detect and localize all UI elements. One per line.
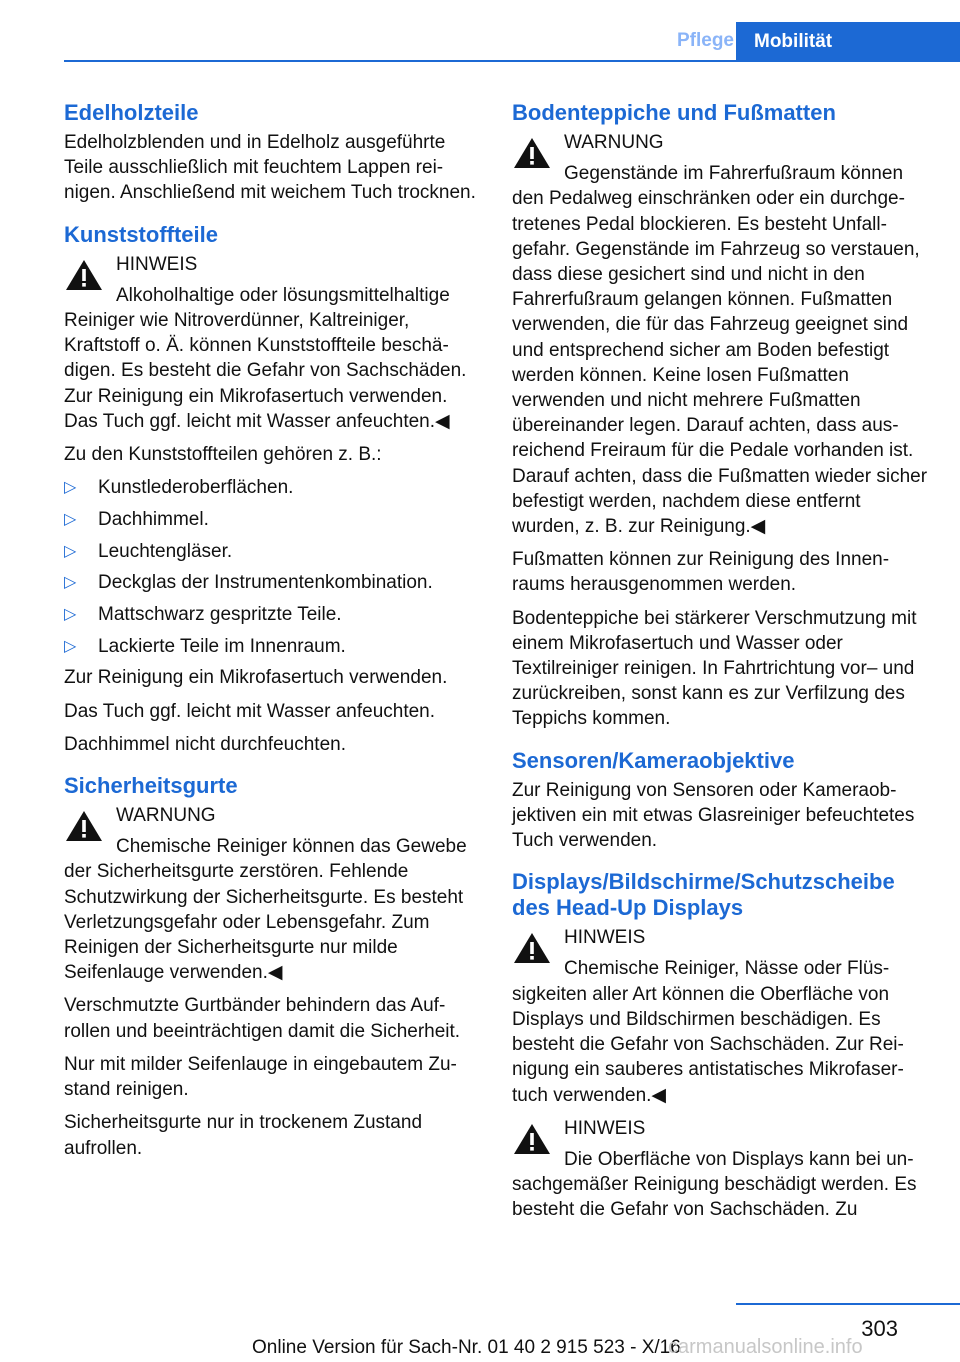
tab-mobilitaet[interactable]: Mobilität [736, 22, 960, 62]
paragraph: Verschmutzte Gurtbänder behindern das Aufrollen und beeinträchtigen damit die Sicherheit. [64, 995, 461, 1042]
tab-pflege[interactable]: Pflege [676, 30, 734, 51]
paragraph: Fußmatten können zur Reinigung des Innenraums herausgenommen werden. [512, 549, 890, 596]
notice-text: Alkoholhaltige oder lösungsmittelhaltige Reiniger wie Nitroverdünner, Kaltreiniger, Kraftstoff o. Ä. können Kunststoffteile beschädigen. Es besteht die Gefahr von Sachschäden. Zur Reinigung ein Mikrofasertuch verwenden. Das Tuch ggf. leicht mit Wasser anfeuchten.◀ [64, 284, 467, 432]
kunststoff-list [64, 475, 480, 659]
triangle-bullet-icon: ▷ [64, 637, 77, 655]
warning-triangle-icon [64, 258, 104, 292]
watermark: carmanualsonline.info [668, 1336, 863, 1358]
paragraph: Nur mit milder Seifenlauge in eingebautem Zustand reinigen. [64, 1053, 457, 1101]
notice-text: Die Oberfläche von Displays kann bei unsachgemäßer Reinigung beschädigt werden. Es besteht die Gefahr von Sachschäden. Zu [512, 1148, 917, 1221]
left-column [64, 100, 480, 1169]
section-title-displays: Displays/Bildschirme/Schutzscheibe des Head-Up Displays [512, 869, 895, 921]
paragraph: Zur Reinigung von Sensoren oder Kameraobjektiven ein mit etwas Glasreiniger befeuchtetes Tuch verwenden. [512, 779, 915, 852]
section-title-kunststoffteile: Kunststoffteile [64, 221, 218, 247]
notice-label: WARNUNG [564, 132, 664, 153]
notice-text: Chemische Reiniger können das Gewebe der Sicherheitsgurte zerstören. Fehlende Schutzwirkung der Sicherheitsgurte. Es besteht Verletzungsgefahr oder Lebensgefahr. Zum Reinigen der Sicherheitsgurte nur milde Seifenlauge verwenden.◀ [64, 836, 467, 984]
paragraph: Dachhimmel nicht durchfeuchten. [64, 733, 346, 755]
triangle-bullet-icon: ▷ [64, 542, 77, 560]
warning-triangle-icon [64, 809, 104, 843]
section-title-edelholzteile: Edelholzteile [64, 100, 199, 125]
notice-text: Chemische Reiniger, Nässe oder Flüssigkeiten aller Art können die Oberfläche von Displays und Bildschirmen beschädigen. Es besteht die Gefahr von Sachschäden. Zur Reinigung ein sauberes antistatisches Mikrofasertuch verwenden.◀ [512, 958, 904, 1106]
warning-triangle-icon [512, 1122, 552, 1156]
list-item: ▷ Mattschwarz gespritzte Teile. [64, 602, 480, 627]
warning-triangle-icon [512, 136, 552, 170]
paragraph-edelholz: Edelholzblenden und in Edelholz ausgeführte Teile ausschließlich mit feuchtem Lappen reinigen. Anschließend mit weichem Tuch trocknen. [64, 132, 476, 204]
triangle-bullet-icon: ▷ [64, 510, 77, 528]
section-title-sicherheitsgurte: Sicherheitsgurte [64, 773, 238, 799]
triangle-bullet-icon: ▷ [64, 479, 77, 497]
notice-label: HINWEIS [564, 927, 646, 949]
warning-triangle-icon [512, 931, 552, 965]
notice-hinweis-kunststoff [64, 252, 480, 434]
right-column [512, 100, 928, 1231]
list-item: ▷ Lackierte Teile im Innenraum. [64, 634, 480, 659]
page-header [64, 0, 960, 62]
paragraph: Sicherheitsgurte nur in trockenem Zustand aufrollen. [64, 1112, 423, 1159]
footer-rule [736, 1303, 960, 1305]
section-title-bodenteppiche: Bodenteppiche und Fußmatten [512, 100, 836, 125]
list-item: ▷ Deckglas der Instrumentenkombination. [64, 570, 480, 595]
triangle-bullet-icon: ▷ [64, 606, 77, 624]
list-intro: Zu den Kunststoffteilen gehören z. B.: [64, 444, 382, 466]
notice-label: WARNUNG [116, 805, 216, 827]
notice-label: HINWEIS [564, 1117, 646, 1139]
triangle-bullet-icon: ▷ [64, 574, 77, 592]
notice-warnung-gurte [64, 803, 480, 985]
notice-text: Gegenstände im Fahrerfußraum können den Pedalweg einschränken oder ein durchgetretenes Pedal blockieren. Es besteht Unfallgefahr. Gegenstände im Fahrzeug so verstauen, dass diese gesichert sind und nicht in den Fahrerfußraum gelangen können. Fußmatten verwenden, die für das Fahrzeug geeignet sind und entsprechend sicher am Boden befestigt werden können. Keine losen Fußmatten verwenden und nicht mehrere Fußmatten übereinander legen. Darauf achten, dass ausreichend Freiraum für die Pedale vorhanden ist. Darauf achten, dass die Fußmatten wieder sicher befestigt werden, nachdem diese entfernt wurden, z. B. zur Reinigung.◀ [512, 163, 928, 538]
header-rule [64, 60, 960, 62]
paragraph: Das Tuch ggf. leicht mit Wasser anfeuchten. [64, 700, 436, 722]
notice-hinweis-displays-1 [512, 925, 928, 1107]
paragraph: Zur Reinigung ein Mikrofasertuch verwenden. [64, 667, 448, 689]
list-item: ▷ Dachhimmel. [64, 507, 480, 532]
notice-warnung-boden [512, 130, 928, 539]
list-item: ▷ Kunstlederoberflächen. [64, 475, 480, 500]
paragraph: Bodenteppiche bei stärkerer Verschmutzung mit einem Mikrofasertuch und Wasser oder Textilreiniger reinigen. In Fahrtrichtung vor– und zurückreiben, sonst kann es zur Verfilzung des Teppichs kommen. [512, 607, 917, 730]
list-item: ▷ Leuchtengläser. [64, 539, 480, 564]
page-number: 303 [861, 1316, 898, 1341]
notice-label: HINWEIS [116, 253, 198, 275]
footer-online-version: Online Version für Sach-Nr. 01 40 2 915 523 - X/16 [252, 1337, 681, 1358]
notice-hinweis-displays-2 [512, 1116, 928, 1223]
section-title-sensoren: Sensoren/Kameraobjektive [512, 747, 795, 773]
